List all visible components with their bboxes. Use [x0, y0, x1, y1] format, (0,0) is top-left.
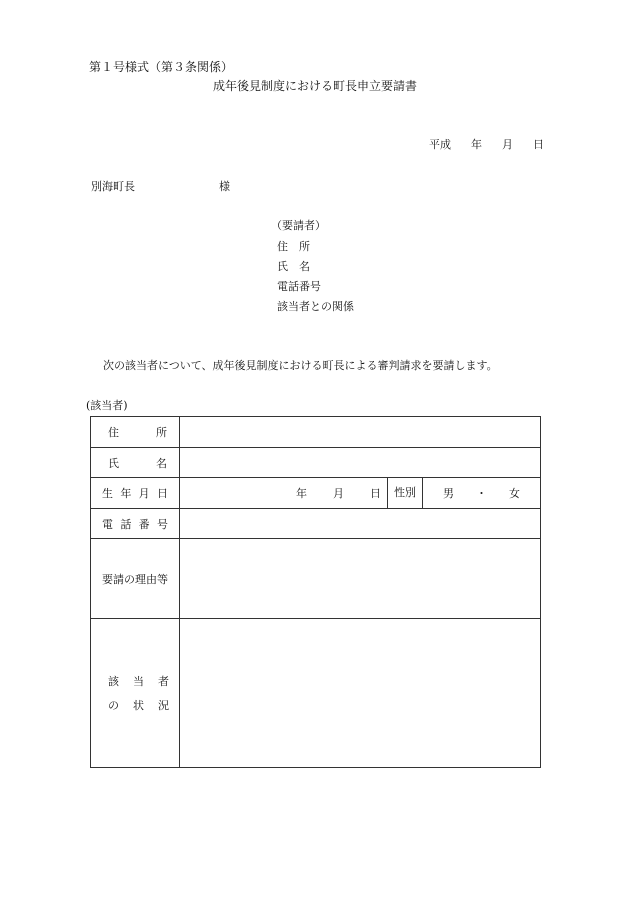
- status-field[interactable]: [180, 619, 541, 768]
- reason-label: 要請の理由等: [91, 539, 180, 619]
- address-label: 住 所: [91, 417, 180, 448]
- gender-male[interactable]: 男: [443, 487, 454, 500]
- dob-day-unit: 日: [370, 487, 381, 500]
- name-row: [91, 448, 541, 478]
- requester-relation-label: 該当者との関係: [277, 300, 354, 313]
- date-year: 年: [471, 138, 482, 151]
- phone-field[interactable]: [180, 509, 541, 539]
- dob-year-unit: 年: [296, 487, 307, 500]
- gender-label: 性別: [387, 478, 423, 508]
- status-label: 該 当 者 の 状 況: [91, 619, 180, 768]
- dob-field[interactable]: [180, 485, 387, 501]
- status-row: [91, 619, 541, 768]
- subject-info-table: [90, 416, 541, 768]
- requester-heading: （要請者）: [271, 219, 326, 232]
- address-field[interactable]: [180, 417, 541, 448]
- form-number: 第１号様式（第３条関係）: [89, 60, 234, 74]
- date-month: 月: [502, 138, 513, 151]
- phone-label: 電 話 番 号: [91, 509, 180, 539]
- date-era: 平成: [429, 138, 451, 151]
- name-label: 氏 名: [91, 448, 180, 478]
- dob-gender-cell: [180, 478, 541, 509]
- requester-phone-label: 電話番号: [277, 280, 321, 293]
- dob-month-unit: 月: [333, 487, 344, 500]
- subject-section-label: (該当者): [86, 399, 128, 412]
- document-title: 成年後見制度における町長申立要請書: [212, 79, 417, 93]
- addressee-name: 別海町長: [91, 180, 135, 193]
- gender-female[interactable]: 女: [509, 487, 520, 500]
- date-day: 日: [533, 138, 544, 151]
- date-line: [429, 138, 544, 152]
- requester-address-label: 住 所: [277, 240, 310, 253]
- request-statement: 次の該当者について、成年後見制度における町長による審判請求を要請します。: [103, 359, 498, 372]
- requester-name-label: 氏 名: [277, 260, 310, 273]
- phone-row: [91, 509, 541, 539]
- gender-separator: ・: [476, 487, 487, 500]
- addressee-honorific: 様: [219, 180, 230, 193]
- dob-label: 生 年 月 日: [91, 478, 180, 509]
- dob-row: [91, 478, 541, 509]
- name-field[interactable]: [180, 448, 541, 478]
- gender-options[interactable]: [423, 485, 540, 501]
- reason-row: [91, 539, 541, 619]
- address-row: [91, 417, 541, 448]
- reason-field[interactable]: [180, 539, 541, 619]
